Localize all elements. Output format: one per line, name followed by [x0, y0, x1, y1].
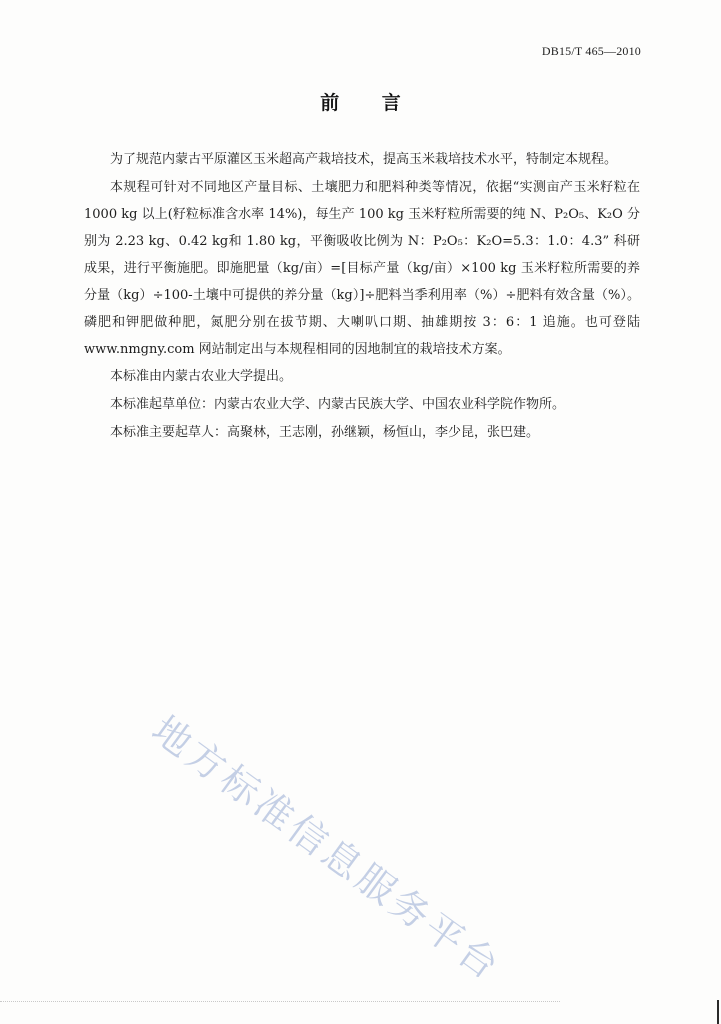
scan-edge-mark — [717, 1000, 719, 1024]
watermark-text: 地方标准信息服务平台 — [143, 707, 510, 990]
standard-code: DB15/T 465—2010 — [541, 44, 641, 58]
preface-body — [84, 146, 640, 447]
scan-dotted-line — [0, 1001, 560, 1002]
paragraph-purpose: 为了规范内蒙古平原灌区玉米超高产栽培技术，提高玉米栽培技术水平，特制定本规程。 — [110, 152, 618, 167]
paragraph-drafting-units: 本标准起草单位：内蒙古农业大学、内蒙古民族大学、中国农业科学院作物所。 — [110, 397, 566, 412]
page-title: 前 言 — [320, 92, 419, 114]
paragraph-proposer: 本标准由内蒙古农业大学提出。 — [110, 369, 293, 384]
paragraph-method: 本规程可针对不同地区产量目标、土壤肥力和肥料种类等情况，依据“实测亩产玉米籽粒在 1000 kg 以上(籽粒标准含水率 14%)，每生产 100 kg 玉米籽粒所需要的纯 N、P₂O₅、K₂O 分别为 2.23 kg、0.42 kg和 1.80 kg，平衡吸收比例为 N：P₂O₅：K₂O=5.3：1.0：4.3” 科研成果，进行平衡施肥。即施肥量（kg/亩）=[目标产量（kg/亩）×100 kg 玉米籽粒所需要的养分量（kg）÷100-土壤中可提供的养分量（kg）]÷肥料当季利用率（%）÷肥料有效含量（%）。磷肥和钾肥做种肥，氮肥分别在拔节期、大喇叭口期、抽雄期按 3：6：1 追施。也可登陆 www.nmgny.com 网站制定出与本规程相同的因地制宜的栽培技术方案。 — [84, 180, 640, 357]
paragraph-drafters: 本标准主要起草人：高聚林，王志刚，孙继颖，杨恒山，李少昆，张巴建。 — [110, 425, 540, 440]
